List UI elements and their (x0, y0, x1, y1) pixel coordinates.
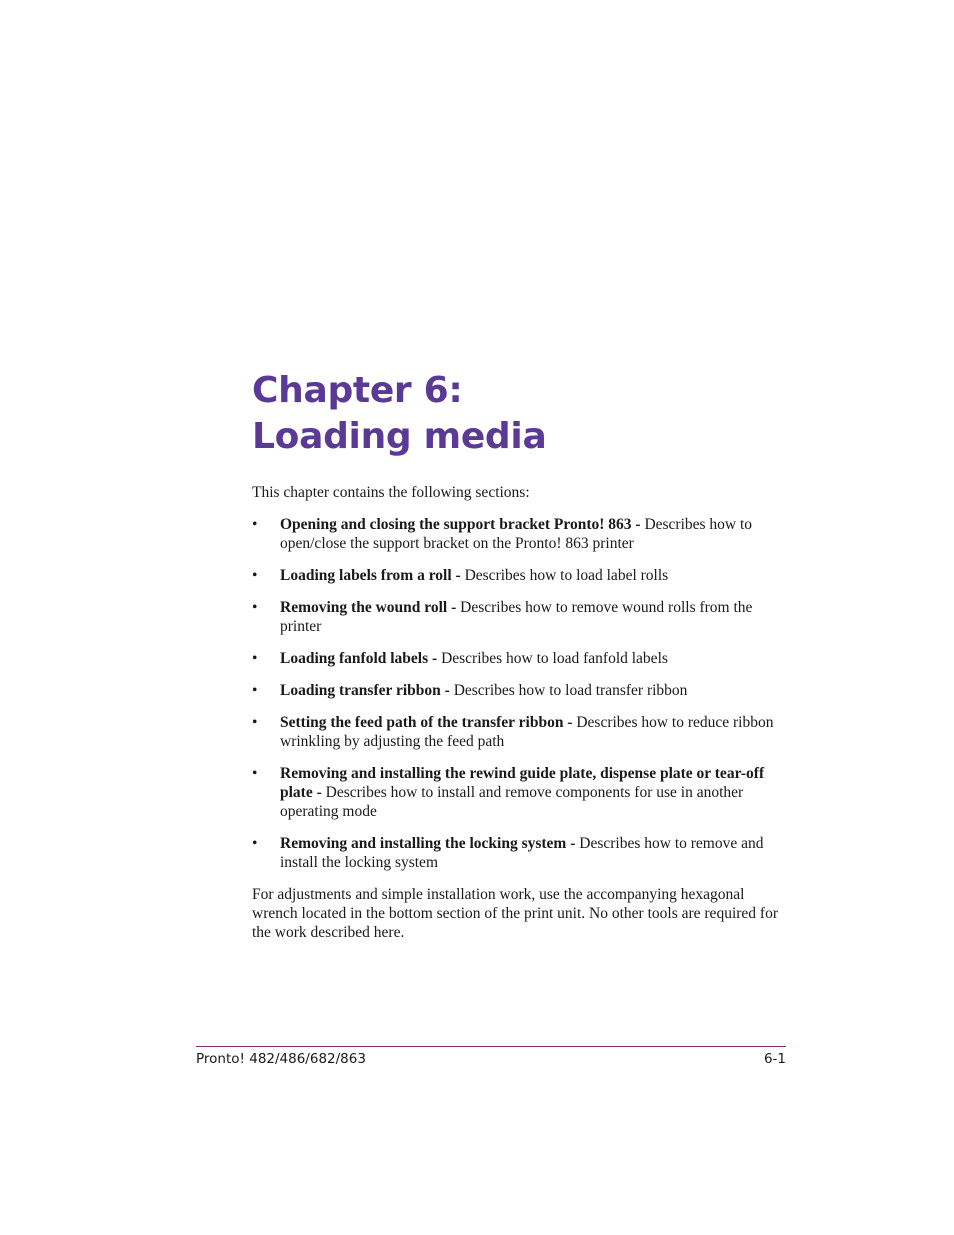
list-item (252, 834, 788, 872)
section-description: Describes how to load fanfold labels (441, 650, 668, 667)
section-list (252, 515, 788, 872)
bullet-icon: • (252, 599, 258, 616)
bullet-icon: • (252, 714, 258, 731)
chapter-number: Chapter 6: (252, 370, 463, 411)
list-item (252, 515, 788, 553)
closing-paragraph: For adjustments and simple installation work, use the accompanying hexagonal wrench located in the bottom section of the print unit. No other tools are required for the work described here. (252, 886, 778, 941)
footer-product-name: Pronto! 482/486/682/863 (196, 1051, 366, 1067)
list-item (252, 649, 788, 668)
section-title: Loading labels from a roll - (280, 567, 465, 584)
bullet-icon: • (252, 567, 258, 584)
bullet-icon: • (252, 835, 258, 852)
list-item (252, 764, 788, 821)
list-item (252, 598, 788, 636)
chapter-title (252, 368, 546, 460)
section-description: Describes how to remove and install the locking system (280, 835, 764, 871)
chapter-name: Loading media (252, 416, 547, 457)
section-title: Setting the feed path of the transfer ribbon - (280, 714, 577, 731)
list-item (252, 681, 788, 700)
section-title: Removing the wound roll - (280, 599, 461, 616)
list-item (252, 713, 788, 751)
bullet-icon: • (252, 650, 258, 667)
bullet-icon: • (252, 516, 258, 533)
bullet-icon: • (252, 765, 258, 782)
page-number: 6-1 (763, 1051, 786, 1067)
chapter-body (252, 483, 788, 942)
section-description: Describes how to load label rolls (464, 567, 669, 584)
section-title: Loading transfer ribbon - (280, 682, 454, 699)
section-description: Describes how to open/close the support bracket on the Pronto! 863 printer (280, 516, 753, 552)
section-description: Describes how to reduce ribbon wrinkling by adjusting the feed path (280, 714, 774, 750)
section-title: Removing and installing the rewind guide plate, dispense plate or tear-off plate - (280, 765, 765, 801)
section-title: Loading fanfold labels - (280, 650, 442, 667)
section-description: Describes how to install and remove components for use in another operating mode (280, 784, 744, 820)
footer-divider (196, 1046, 786, 1047)
section-title: Opening and closing the support bracket Pronto! 863 - (280, 516, 645, 533)
section-description: Describes how to remove wound rolls from the printer (280, 599, 753, 635)
bullet-icon: • (252, 682, 258, 699)
section-title: Removing and installing the locking system - (280, 835, 580, 852)
intro-text: This chapter contains the following sections: (252, 484, 530, 501)
list-item (252, 566, 788, 585)
section-description: Describes how to load transfer ribbon (453, 682, 688, 699)
